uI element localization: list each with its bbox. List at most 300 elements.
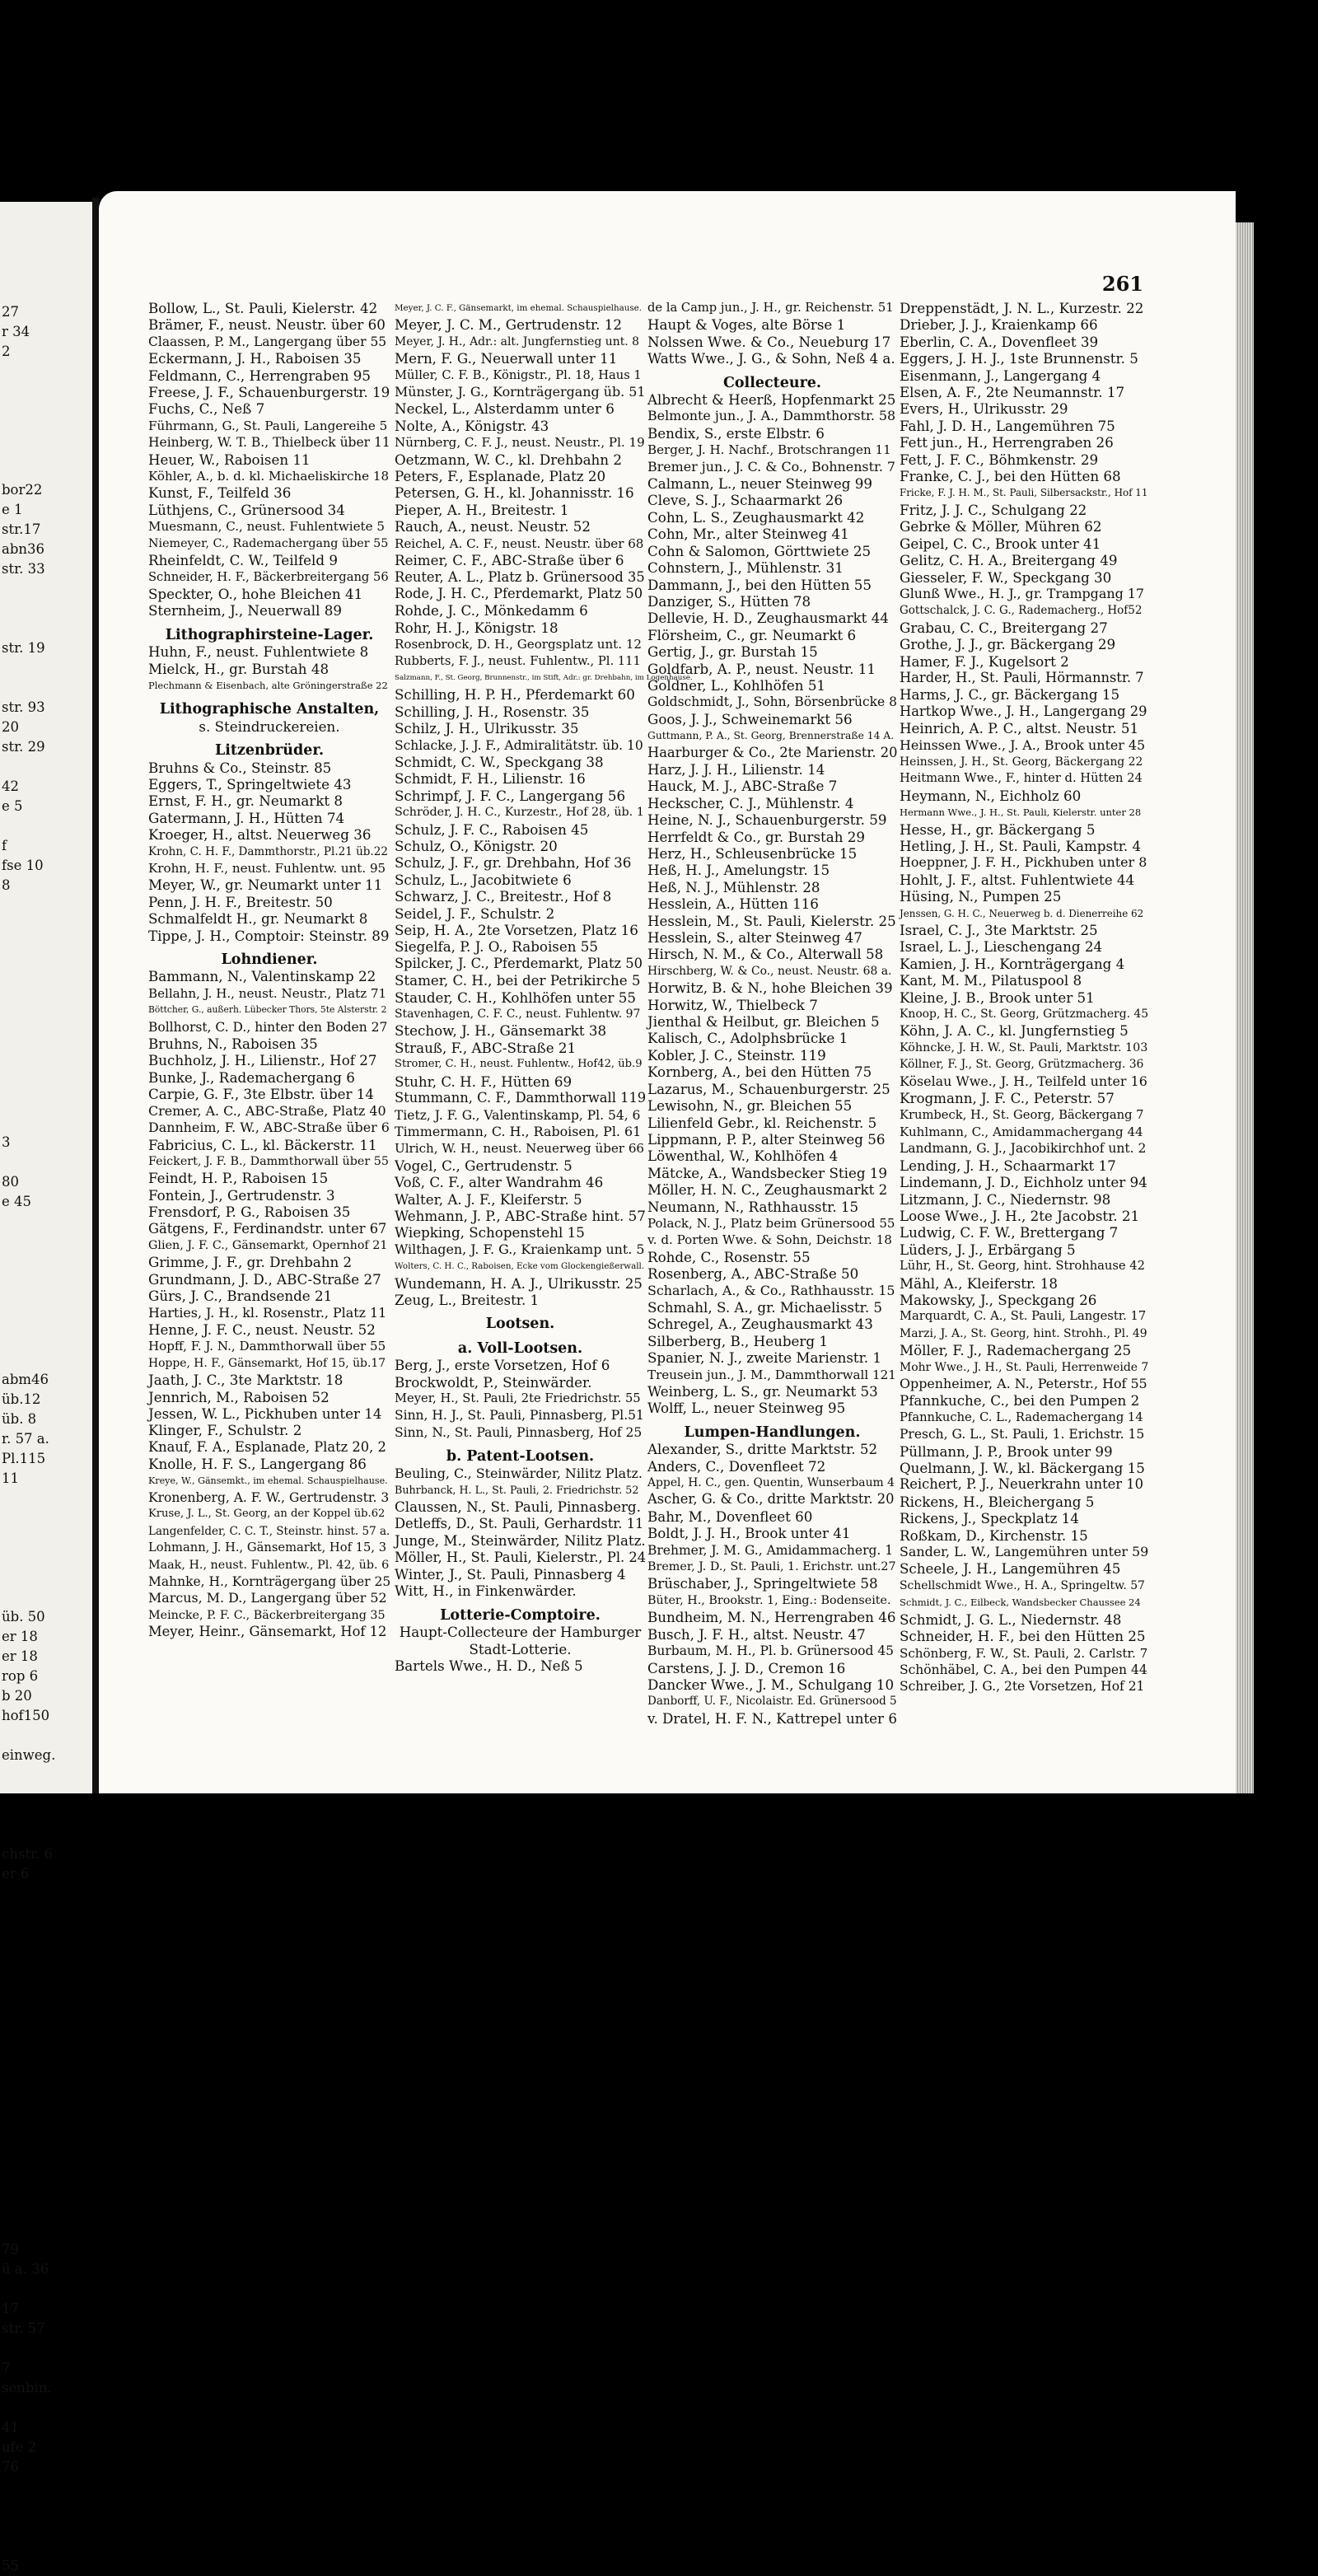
directory-entry: Lühr, H., St. Georg, hint. Strohhause 42 bbox=[900, 1259, 1145, 1274]
directory-entry: Schilling, H. P. H., Pferdemarkt 60 bbox=[395, 686, 635, 704]
directory-entry: Bremer jun., J. C. & Co., Bohnenstr. 7 bbox=[647, 458, 896, 475]
directory-entry: v. Dratel, H. F. N., Kattrepel unter 6 bbox=[647, 1709, 897, 1727]
directory-entry: Hesslein, A., Hütten 116 bbox=[647, 895, 819, 913]
directory-entry: Stromer, C. H., neust. Fuhlentw., Hof42, üb.9 bbox=[395, 1058, 643, 1071]
directory-entry: Reuter, A. L., Platz b. Grünersood 35 bbox=[395, 568, 645, 585]
directory-entry: Meyer, J. H., Adr.: alt. Jungfernstieg unt. 8 bbox=[395, 334, 639, 348]
directory-entry: Krumbeck, H., St. Georg, Bäckergang 7 bbox=[900, 1107, 1144, 1122]
directory-entry: Kreye, W., Gänsemkt., im ehemal. Schauspielhause. bbox=[148, 1475, 388, 1486]
directory-entry: Harder, H., St. Pauli, Hörmannstr. 7 bbox=[900, 669, 1144, 685]
directory-entry: Heuer, W., Raboisen 11 bbox=[148, 451, 311, 468]
directory-entry: Ulrich, W. H., neust. Neuerweg über 66 bbox=[395, 1141, 645, 1157]
previous-page-line bbox=[2, 599, 84, 619]
directory-entry: Bremer, J. D., St. Pauli, 1. Erichstr. unt.27 bbox=[647, 1560, 896, 1574]
previous-page-column bbox=[2, 302, 84, 2576]
directory-entry: Kobler, J. C., Steinstr. 119 bbox=[647, 1046, 826, 1064]
previous-page-line: 42 bbox=[2, 778, 19, 794]
directory-entry: Ascher, G. & Co., dritte Marktstr. 20 bbox=[647, 1491, 895, 1508]
previous-page-line: 76 bbox=[2, 2459, 19, 2475]
previous-page-line bbox=[2, 441, 84, 461]
directory-entry: Rheinfeldt, C. W., Teilfeld 9 bbox=[148, 552, 338, 569]
directory-entry: de la Camp jun., J. H., gr. Reichenstr. 51 bbox=[647, 301, 894, 315]
directory-entry: Berg, J., erste Vorsetzen, Hof 6 bbox=[395, 1357, 610, 1374]
directory-entry: Strauß, F., ABC-Straße 21 bbox=[395, 1039, 577, 1056]
directory-entry: Gertig, J., gr. Burstah 15 bbox=[647, 643, 818, 661]
directory-entry: Eckermann, J. H., Raboisen 35 bbox=[148, 350, 362, 367]
directory-entry: Seidel, J. F., Schulstr. 2 bbox=[395, 905, 555, 922]
section-heading: Lithographirsteine-Lager. bbox=[165, 626, 374, 643]
directory-entry: Bruhns, N., Raboisen 35 bbox=[148, 1036, 318, 1053]
directory-entry: Lewisohn, N., gr. Bleichen 55 bbox=[647, 1097, 853, 1115]
directory-entry: Lohmann, J. H., Gänsemarkt, Hof 15, 3 bbox=[148, 1540, 387, 1555]
directory-entry: Sinn, N., St. Pauli, Pinnasberg, Hof 25 bbox=[395, 1424, 643, 1440]
directory-entry: Guttmann, P. A., St. Georg, Brennerstraße 14 A. bbox=[647, 730, 895, 742]
directory-entry: Hartkop Wwe., J. H., Langergang 29 bbox=[900, 703, 1147, 719]
directory-entry: Krogmann, J. F. C., Peterstr. 57 bbox=[900, 1090, 1115, 1107]
previous-page-line bbox=[2, 2181, 84, 2200]
book-gutter bbox=[92, 198, 99, 1793]
section-subheading: Haupt-Collecteure der Hamburger bbox=[399, 1624, 642, 1641]
section-heading: Lumpen-Handlungen. bbox=[684, 1424, 861, 1441]
previous-page-fragment bbox=[0, 202, 92, 2574]
directory-entry: Herrfeldt & Co., gr. Burstah 29 bbox=[647, 828, 865, 845]
directory-entry: Maak, H., neust. Fuhlentw., Pl. 42, üb. 6 bbox=[148, 1558, 390, 1572]
directory-entry: Cohnstern, J., Mühlenstr. 31 bbox=[647, 559, 844, 577]
directory-entry: Mätcke, A., Wandsbecker Stieg 19 bbox=[647, 1164, 888, 1181]
directory-entry: Meincke, P. F. C., Bäckerbreitergang 35 bbox=[148, 1608, 386, 1622]
previous-page-line: Pl.115 bbox=[2, 1451, 46, 1466]
directory-entry: Schmalfeldt H., gr. Neumarkt 8 bbox=[148, 910, 368, 928]
previous-page-line: er 18 bbox=[2, 1629, 38, 1644]
directory-entry: Langenfelder, C. C. T., Steinstr. hinst. 57 a. bbox=[148, 1524, 390, 1538]
previous-page-line: einweg. bbox=[2, 1747, 56, 1763]
directory-entry: Heine, N. J., Schauenburgerstr. 59 bbox=[647, 811, 887, 829]
directory-entry: Brüschaber, J., Springeltwiete 58 bbox=[647, 1575, 878, 1592]
directory-column-3 bbox=[647, 300, 897, 1727]
previous-page-line bbox=[2, 1489, 84, 1508]
directory-entry: Hopff, F. J. N., Dammthorwall über 55 bbox=[148, 1339, 386, 1354]
previous-page-line bbox=[2, 1073, 84, 1093]
previous-page-line: 3 bbox=[2, 1134, 11, 1150]
previous-page-line: ü a. 36 bbox=[2, 2261, 49, 2277]
directory-entry: Herz, H., Schleusenbrücke 15 bbox=[647, 845, 858, 862]
directory-entry: Gürs, J. C., Brandsende 21 bbox=[148, 1288, 333, 1305]
directory-entry: Böttcher, G., außerh. Lübecker Thors, 5te Alsterstr. 2 bbox=[148, 1004, 387, 1016]
directory-entry: Harties, J. H., kl. Rosenstr., Platz 11 bbox=[148, 1304, 387, 1321]
directory-entry: Rohde, J. C., Mönkedamm 6 bbox=[395, 602, 588, 619]
previous-page-line bbox=[2, 1113, 84, 1133]
directory-entry: Danborff, U. F., Nicolaistr. Ed. Grünersood 5 bbox=[647, 1695, 897, 1709]
directory-entry: Schulz, L., Jacobitwiete 6 bbox=[395, 871, 572, 888]
directory-entry: Püllmann, J. P., Brook unter 99 bbox=[900, 1442, 1113, 1460]
directory-entry: Gottschalck, J. C. G., Rademacherg., Hof52 bbox=[900, 604, 1143, 618]
directory-entry: Berger, J. H. Nachf., Brotschrangen 11 bbox=[647, 442, 891, 458]
directory-entry: Schmahl, S. A., gr. Michaelisstr. 5 bbox=[647, 1298, 883, 1316]
directory-entry: Bundheim, M. N., Herrengraben 46 bbox=[647, 1609, 896, 1626]
directory-entry: Lindemann, J. D., Eichholz unter 94 bbox=[900, 1174, 1147, 1191]
section-heading: Lotterie-Comptoire. bbox=[440, 1606, 601, 1624]
previous-page-line: e 45 bbox=[2, 1194, 32, 1209]
previous-page-line bbox=[2, 2042, 84, 2062]
directory-entry: Meyer, J. C. M., Gertrudenstr. 12 bbox=[395, 316, 622, 334]
previous-page-line bbox=[2, 1904, 84, 1924]
directory-entry: Dellevie, H. D., Zeughausmarkt 44 bbox=[647, 610, 889, 627]
previous-page-line bbox=[2, 2339, 84, 2359]
directory-entry: Pieper, A. H., Breitestr. 1 bbox=[395, 501, 569, 518]
previous-page-line bbox=[2, 2082, 84, 2101]
previous-page-line bbox=[2, 1785, 84, 1805]
directory-entry: Nürnberg, C. F. J., neust. Neustr., Pl. 19 bbox=[395, 435, 645, 451]
directory-entry: Schregel, A., Zeughausmarkt 43 bbox=[647, 1316, 873, 1333]
previous-page-line bbox=[2, 955, 84, 975]
directory-entry: Hetling, J. H., St. Pauli, Kampstr. 4 bbox=[900, 838, 1142, 854]
previous-page-line bbox=[2, 2062, 84, 2082]
directory-entry: Lending, J. H., Schaarmarkt 17 bbox=[900, 1157, 1116, 1174]
directory-entry: Geipel, C. C., Brook unter 41 bbox=[900, 535, 1101, 552]
directory-entry: Fontein, J., Gertrudenstr. 3 bbox=[148, 1186, 335, 1204]
directory-entry: Bammann, N., Valentinskamp 22 bbox=[148, 968, 376, 985]
directory-entry: Jessen, W. L., Pickhuben unter 14 bbox=[148, 1405, 382, 1422]
directory-entry: Boldt, J. J. H., Brook unter 41 bbox=[647, 1525, 851, 1542]
directory-entry: Niemeyer, C., Rademachergang über 55 bbox=[148, 536, 389, 550]
previous-page-line bbox=[2, 362, 84, 381]
directory-entry: Kuhlmann, C., Amidammachergang 44 bbox=[900, 1124, 1143, 1139]
previous-page-line: 17 bbox=[2, 2301, 19, 2317]
directory-entry: Haupt & Voges, alte Börse 1 bbox=[647, 316, 846, 334]
directory-entry: Heß, N. J., Mühlenstr. 28 bbox=[647, 878, 820, 895]
directory-entry: Petersen, G. H., kl. Johannisstr. 16 bbox=[395, 484, 634, 502]
previous-page-line bbox=[2, 2200, 84, 2220]
previous-page-line bbox=[2, 935, 84, 955]
directory-entry: Siegelfa, P. J. O., Raboisen 55 bbox=[395, 938, 599, 956]
directory-entry: Eggers, T., Springeltwiete 43 bbox=[148, 775, 352, 792]
previous-page-line: str. 29 bbox=[2, 739, 45, 755]
directory-entry: Köhncke, J. H. W., St. Pauli, Marktstr. 103 bbox=[900, 1040, 1148, 1054]
directory-entry: Grimme, J. F., gr. Drehbahn 2 bbox=[148, 1254, 353, 1271]
directory-entry: Jennrich, M., Raboisen 52 bbox=[148, 1388, 330, 1405]
directory-entry: Dammann, J., bei den Hütten 55 bbox=[647, 576, 872, 593]
directory-entry: Wiepking, Schopenstehl 15 bbox=[395, 1224, 585, 1241]
directory-entry: Schröder, J. H. C., Kurzestr., Hof 28, üb. 1 bbox=[395, 806, 644, 820]
directory-entry: Klinger, F., Schulstr. 2 bbox=[148, 1422, 302, 1439]
directory-entry: Buchholz, J. H., Lilienstr., Hof 27 bbox=[148, 1052, 377, 1069]
directory-entry: Gelitz, C. H. A., Breitergang 49 bbox=[900, 552, 1118, 569]
previous-page-line: 7 bbox=[2, 2360, 11, 2376]
previous-page-line bbox=[2, 915, 84, 935]
directory-entry: Lazarus, M., Schauenburgerstr. 25 bbox=[647, 1080, 890, 1097]
directory-entry: Calmann, L., neuer Steinweg 99 bbox=[647, 475, 872, 493]
directory-entry: Dannheim, F. W., ABC-Straße über 6 bbox=[148, 1120, 390, 1136]
directory-entry: Knoop, H. C., St. Georg, Grützmacherg. 45 bbox=[900, 1007, 1149, 1022]
previous-page-line bbox=[2, 2003, 84, 2022]
previous-page-line bbox=[2, 2022, 84, 2042]
directory-entry: Meyer, W., gr. Neumarkt unter 11 bbox=[148, 877, 383, 894]
previous-page-line: str. 93 bbox=[2, 699, 45, 715]
directory-entry: Reichert, P. J., Neuerkrahn unter 10 bbox=[900, 1476, 1143, 1493]
directory-entry: Marcus, M. D., Langergang über 52 bbox=[148, 1590, 387, 1606]
directory-entry: Heckscher, C. J., Mühlenstr. 4 bbox=[647, 794, 854, 811]
previous-page-line: fse 10 bbox=[2, 858, 44, 873]
previous-page-line: 8 bbox=[2, 877, 11, 893]
directory-entry: Presch, G. L., St. Pauli, 1. Erichstr. 15 bbox=[900, 1427, 1145, 1442]
directory-entry: Marzi, J. A., St. Georg, hint. Strohh., Pl. 49 bbox=[900, 1326, 1147, 1340]
directory-entry: Fett, J. F. C., Böhmkenstr. 29 bbox=[900, 451, 1099, 468]
previous-page-line bbox=[2, 1805, 84, 1825]
directory-entry: Carpie, G. F., 3te Elbstr. über 14 bbox=[148, 1086, 374, 1103]
directory-entry: Schlacke, J. J. F., Admiralitätstr. üb. 10 bbox=[395, 737, 643, 753]
directory-entry: Jienthal & Heilbut, gr. Bleichen 5 bbox=[647, 1013, 880, 1031]
previous-page-line: abn36 bbox=[2, 541, 45, 557]
previous-page-line bbox=[2, 1548, 84, 1568]
directory-entry: Jaath, J. C., 3te Marktstr. 18 bbox=[148, 1372, 344, 1389]
previous-page-line: 20 bbox=[2, 719, 19, 735]
directory-entry: Köselau Wwe., J. H., Teilfeld unter 16 bbox=[900, 1073, 1147, 1089]
directory-entry: Wolters, C. H. C., Raboisen, Ecke vom Glockengießerwall. bbox=[395, 1261, 645, 1272]
directory-entry: Henne, J. F. C., neust. Neustr. 52 bbox=[148, 1321, 376, 1338]
directory-entry: Fuchs, C., Neß 7 bbox=[148, 400, 265, 418]
directory-entry: Pfannkuche, C., bei den Pumpen 2 bbox=[900, 1392, 1140, 1410]
previous-page-line: hof150 bbox=[2, 1708, 50, 1723]
directory-entry: Stamer, C. H., bei der Petrikirche 5 bbox=[395, 972, 641, 989]
previous-page-line bbox=[2, 1034, 84, 1054]
directory-entry: Knauf, F. A., Esplanade, Platz 20, 2 bbox=[148, 1438, 386, 1455]
previous-page-line: f bbox=[2, 838, 7, 853]
directory-entry: Detleffs, D., St. Pauli, Gerhardstr. 11 bbox=[395, 1515, 644, 1531]
previous-page-line: üb. 50 bbox=[2, 1609, 45, 1625]
directory-entry: Ernst, F. H., gr. Neumarkt 8 bbox=[148, 792, 343, 810]
directory-entry: Kalisch, C., Adolphsbrücke 1 bbox=[647, 1030, 848, 1047]
directory-column-4 bbox=[900, 300, 1148, 1695]
section-heading: a. Voll-Lootsen. bbox=[457, 1339, 583, 1357]
directory-entry: Giesseler, F. W., Speckgang 30 bbox=[900, 568, 1112, 586]
directory-entry: Löwenthal, W., Kohlhöfen 4 bbox=[647, 1148, 839, 1165]
directory-entry: Anders, C., Dovenfleet 72 bbox=[647, 1457, 826, 1475]
directory-entry: Schulz, J. F., gr. Drehbahn, Hof 36 bbox=[395, 854, 632, 872]
directory-entry: Marquardt, C. A., St. Pauli, Langestr. 17 bbox=[900, 1309, 1147, 1324]
directory-entry: Goos, J. J., Schweinemarkt 56 bbox=[647, 710, 853, 727]
directory-entry: Neumann, N., Rathhausstr. 15 bbox=[647, 1198, 859, 1215]
directory-entry: Kleine, J. B., Brook unter 51 bbox=[900, 989, 1095, 1006]
previous-page-line bbox=[2, 1311, 84, 1330]
previous-page-line bbox=[2, 2279, 84, 2299]
previous-page-line bbox=[2, 1271, 84, 1291]
directory-entry: Oetzmann, W. C., kl. Drehbahn 2 bbox=[395, 451, 622, 468]
directory-entry: Mähl, A., Kleiferstr. 18 bbox=[900, 1274, 1058, 1292]
directory-entry: Jenssen, G. H. C., Neuerweg b. d. Dienerreihe 62 bbox=[900, 907, 1144, 919]
directory-entry: Silberberg, B., Heuberg 1 bbox=[647, 1332, 828, 1349]
previous-page-line: e 1 bbox=[2, 502, 23, 517]
previous-page-line bbox=[2, 1884, 84, 1904]
directory-entry: Horwitz, W., Thielbeck 7 bbox=[647, 996, 818, 1013]
directory-entry: Kronenberg, A. F. W., Gertrudenstr. 3 bbox=[148, 1490, 390, 1506]
directory-entry: Freese, J. F., Schauenburgerstr. 19 bbox=[148, 384, 390, 401]
directory-entry: Gatermann, J. H., Hütten 74 bbox=[148, 809, 345, 826]
previous-page-line bbox=[2, 1054, 84, 1073]
directory-entry: Hoeppner, J. F. H., Pickhuben unter 8 bbox=[900, 854, 1147, 871]
directory-entry: Dancker Wwe., J. M., Schulgang 10 bbox=[647, 1676, 895, 1693]
directory-entry: Fahl, J. D. H., Langemühren 75 bbox=[900, 417, 1115, 434]
directory-entry: Hamer, F. J., Kugelsort 2 bbox=[900, 652, 1069, 670]
previous-page-line: senbin. bbox=[2, 2380, 52, 2396]
previous-page-line bbox=[2, 658, 84, 678]
previous-page-line: r. 57 a. bbox=[2, 1431, 49, 1447]
directory-entry: Belmonte jun., J. A., Dammthorstr. 58 bbox=[647, 408, 896, 424]
previous-page-line: 80 bbox=[2, 1174, 19, 1190]
directory-entry: Cohn, L. S., Zeughausmarkt 42 bbox=[647, 508, 865, 526]
previous-page-line bbox=[2, 1330, 84, 1350]
directory-entry: Fricke, F. J. H. M., St. Pauli, Silbersackstr., Hof 11 bbox=[900, 487, 1148, 499]
previous-page-line bbox=[2, 619, 84, 638]
page-number: 261 bbox=[1101, 272, 1143, 296]
directory-entry: Bahr, M., Dovenfleet 60 bbox=[647, 1508, 813, 1525]
directory-entry: Bartels Wwe., H. D., Neß 5 bbox=[395, 1657, 583, 1675]
previous-page-line bbox=[2, 1251, 84, 1271]
directory-entry: Walter, A. J. F., Kleiferstr. 5 bbox=[395, 1190, 582, 1208]
directory-entry: Muesmann, C., neust. Fuhlentwiete 5 bbox=[148, 519, 385, 535]
directory-entry: Hermann Wwe., J. H., St. Pauli, Kielerstr. unter 28 bbox=[900, 806, 1142, 819]
previous-page-line bbox=[2, 975, 84, 994]
directory-entry: Mohr Wwe., J. H., St. Pauli, Herrenweide 7 bbox=[900, 1360, 1149, 1374]
directory-entry: Heß, H. J., Amelungstr. 15 bbox=[647, 862, 830, 879]
directory-entry: Goldschmidt, J., Sohn, Börsenbrücke 8 bbox=[647, 694, 898, 710]
directory-entry: Stauder, C. H., Kohlhöfen unter 55 bbox=[395, 989, 637, 1006]
previous-page-line bbox=[2, 2477, 84, 2497]
previous-page-line bbox=[2, 579, 84, 599]
previous-page-line: 41 bbox=[2, 2419, 19, 2435]
directory-entry: Grabau, C. C., Breitergang 27 bbox=[900, 619, 1108, 636]
directory-entry: Tietz, J. F. G., Valentinskamp, Pl. 54, 6 bbox=[395, 1107, 641, 1123]
directory-entry: Buhrbanck, H. L., St. Pauli, 2. Friedrichstr. 52 bbox=[395, 1484, 639, 1497]
previous-page-line: bor22 bbox=[2, 482, 43, 498]
directory-entry: Kamien, J. H., Kornträgergang 4 bbox=[900, 955, 1125, 972]
directory-entry: Hüsing, N., Pumpen 25 bbox=[900, 888, 1062, 905]
directory-entry: Meyer, J. C. F., Gänsemarkt, im ehemal. Schauspielhause. bbox=[395, 303, 643, 313]
directory-entry: Münster, J. G., Kornträgergang üb. 51 bbox=[395, 384, 646, 400]
directory-entry: Weinberg, L. S., gr. Neumarkt 53 bbox=[647, 1383, 878, 1400]
previous-page-line bbox=[2, 461, 84, 480]
directory-entry: Bunke, J., Rademachergang 6 bbox=[148, 1068, 355, 1086]
directory-entry: Bellahn, J. H., neust. Neustr., Platz 71 bbox=[148, 985, 387, 1001]
directory-entry: Kruse, J. L., St. Georg, an der Koppel üb.62 bbox=[148, 1508, 386, 1521]
directory-entry: Vogel, C., Gertrudenstr. 5 bbox=[395, 1157, 573, 1174]
previous-page-line bbox=[2, 1291, 84, 1311]
directory-entry: Schreiber, J. G., 2te Vorsetzen, Hof 21 bbox=[900, 1679, 1145, 1695]
directory-entry: Elsen, A. F., 2te Neumannstr. 17 bbox=[900, 384, 1125, 401]
directory-entry: Fritz, J. J. C., Schulgang 22 bbox=[900, 501, 1087, 518]
directory-entry: Burbaum, M. H., Pl. b. Grünersood 45 bbox=[647, 1643, 895, 1659]
directory-entry: Evers, H., Ulrikusstr. 29 bbox=[900, 400, 1068, 418]
directory-entry: Cohn & Salomon, Görttwiete 25 bbox=[647, 542, 872, 559]
directory-entry: Feindt, H. P., Raboisen 15 bbox=[148, 1170, 329, 1187]
directory-entry: Grothe, J. J., gr. Bäckergang 29 bbox=[900, 636, 1116, 653]
directory-entry: Brockwoldt, P., Steinwärder. bbox=[395, 1373, 592, 1391]
directory-entry: Hirschberg, W. & Co., neust. Neustr. 68 a. bbox=[647, 964, 892, 978]
directory-entry: Kroeger, H., altst. Neuerweg 36 bbox=[148, 826, 372, 844]
directory-entry: Hirsch, N. M., & Co., Alterwall 58 bbox=[647, 946, 884, 963]
directory-entry: Roßkam, D., Kirchenstr. 15 bbox=[900, 1526, 1088, 1544]
previous-page-line: chstr. 6 bbox=[2, 1846, 54, 1862]
directory-entry: Lilienfeld Gebr., kl. Reichenstr. 5 bbox=[647, 1114, 877, 1131]
directory-entry: Scharlach, A., & Co., Rathhausstr. 15 bbox=[647, 1282, 895, 1298]
previous-page-line bbox=[2, 1152, 84, 1172]
directory-entry: Lüthjens, C., Grünersood 34 bbox=[148, 501, 345, 518]
previous-page-line bbox=[2, 2101, 84, 2121]
directory-entry: Timmermann, C. H., Raboisen, Pl. 61 bbox=[395, 1123, 642, 1139]
directory-entry: Wundemann, H. A. J., Ulrikusstr. 25 bbox=[395, 1274, 643, 1292]
directory-entry: Albrecht & Heerß, Hopfenmarkt 25 bbox=[647, 391, 896, 409]
section-heading: Litzenbrüder. bbox=[214, 742, 325, 760]
directory-entry: Rode, J. H. C., Pferdemarkt, Platz 50 bbox=[395, 585, 643, 601]
directory-entry: Cleve, S. J., Schaarmarkt 26 bbox=[647, 492, 844, 509]
directory-entry: Huhn, F., neust. Fuhlentwiete 8 bbox=[148, 643, 369, 661]
directory-entry: Schmidt, J. C., Eilbeck, Wandsbecker Chaussee 24 bbox=[900, 1597, 1141, 1609]
previous-page-line bbox=[2, 1093, 84, 1113]
directory-entry: Hoppe, H. F., Gänsemarkt, Hof 15, üb.17 bbox=[148, 1356, 386, 1370]
previous-page-line: er 18 bbox=[2, 1648, 38, 1664]
previous-page-line bbox=[2, 1943, 84, 1963]
directory-entry: Schilz, J. H., Ulrikusstr. 35 bbox=[395, 720, 579, 737]
directory-entry: Grundmann, J. D., ABC-Straße 27 bbox=[148, 1270, 381, 1288]
previous-page-line bbox=[2, 1212, 84, 1232]
directory-entry: Heinrich, A. P. C., altst. Neustr. 51 bbox=[900, 720, 1139, 737]
directory-entry: Schilling, J. H., Rosenstr. 35 bbox=[395, 703, 590, 720]
previous-page-line bbox=[2, 1825, 84, 1844]
directory-entry: Rauch, A., neust. Neustr. 52 bbox=[395, 518, 591, 535]
previous-page-line: er 6 bbox=[2, 1866, 30, 1882]
directory-entry: Alexander, S., dritte Marktstr. 52 bbox=[647, 1441, 878, 1458]
directory-entry: Möller, H. N. C., Zeughausmarkt 2 bbox=[647, 1181, 888, 1199]
section-heading: b. Patent-Lootsen. bbox=[446, 1448, 595, 1466]
previous-page-line: üb. 8 bbox=[2, 1411, 37, 1427]
previous-page-line bbox=[2, 678, 84, 698]
directory-entry: Bruhns & Co., Steinstr. 85 bbox=[148, 759, 332, 776]
previous-page-line bbox=[2, 1350, 84, 1370]
directory-entry: Schönhäbel, C. A., bei den Pumpen 44 bbox=[900, 1662, 1147, 1677]
directory-entry: Hauck, M. J., ABC-Straße 7 bbox=[647, 778, 838, 795]
directory-entry: Claassen, P. M., Langergang über 55 bbox=[148, 334, 387, 349]
directory-entry: Heinberg, W. T. B., Thielbeck über 11 bbox=[148, 435, 390, 451]
directory-entry: Schulz, J. F. C., Raboisen 45 bbox=[395, 820, 589, 838]
directory-entry: Frensdorf, P. G., Raboisen 35 bbox=[148, 1204, 351, 1221]
directory-entry: Harms, J. C., gr. Bäckergang 15 bbox=[900, 686, 1120, 704]
directory-column-2 bbox=[395, 300, 693, 1675]
directory-entry: Neckel, L., Alsterdamm unter 6 bbox=[395, 400, 615, 418]
directory-entry: Glunß Wwe., H. J., gr. Trampgang 17 bbox=[900, 585, 1145, 601]
directory-entry: Dreppenstädt, J. N. L., Kurzestr. 22 bbox=[900, 300, 1144, 316]
directory-entry: Reimer, C. F., ABC-Straße über 6 bbox=[395, 552, 624, 569]
directory-entry: Reichel, A. C. F., neust. Neustr. über 68 bbox=[395, 535, 644, 551]
directory-entry: Glien, J. F. C., Gänsemarkt, Opernhof 21 bbox=[148, 1238, 388, 1252]
previous-page-line: 11 bbox=[2, 1470, 19, 1486]
previous-page-line: rop 6 bbox=[2, 1668, 39, 1684]
directory-entry: Litzmann, J. C., Niedernstr. 98 bbox=[900, 1190, 1111, 1208]
previous-page-line bbox=[2, 1587, 84, 1607]
directory-entry: Oppenheimer, A. N., Peterstr., Hof 55 bbox=[900, 1376, 1147, 1391]
directory-entry: Spilcker, J. C., Pferdemarkt, Platz 50 bbox=[395, 955, 643, 971]
directory-entry: Loose Wwe., J. H., 2te Jacobstr. 21 bbox=[900, 1207, 1140, 1224]
directory-entry: Claussen, N., St. Pauli, Pinnasberg. bbox=[395, 1498, 641, 1516]
previous-page-line bbox=[2, 2536, 84, 2556]
directory-entry: Danziger, S., Hütten 78 bbox=[647, 592, 811, 610]
directory-entry: Köhler, A., b. d. kl. Michaeliskirche 18 bbox=[148, 469, 390, 484]
directory-entry: Stavenhagen, C. F. C., neust. Fuhlentw. 97 bbox=[395, 1007, 641, 1022]
previous-page-line bbox=[2, 994, 84, 1014]
directory-entry: Spanier, N. J., zweite Marienstr. 1 bbox=[647, 1349, 882, 1367]
directory-entry: Büter, H., Brookstr. 1, Eing.: Bodenseite. bbox=[647, 1593, 891, 1607]
directory-entry: Salzmann, F., St. Georg, Brunnenstr., im Stift, Adr.: gr. Drehbahn, im Logenhause. bbox=[395, 673, 693, 682]
directory-entry: Mern, F. G., Neuerwall unter 11 bbox=[395, 350, 618, 367]
directory-entry: Hesslein, M., St. Pauli, Kielerstr. 25 bbox=[647, 912, 896, 929]
